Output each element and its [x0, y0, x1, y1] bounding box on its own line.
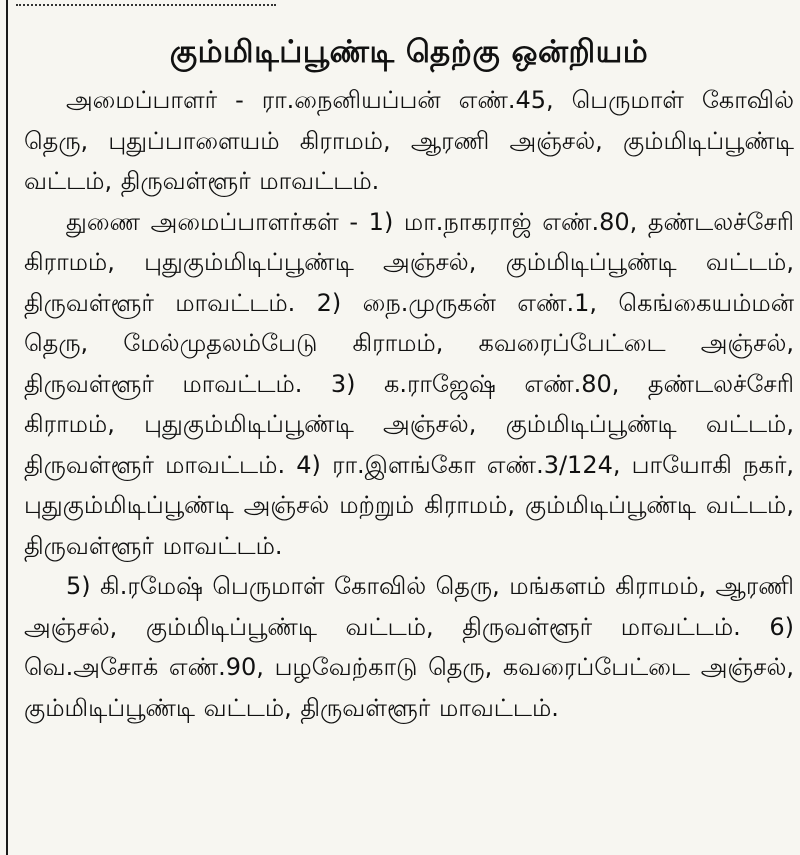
- article-title: கும்மிடிப்பூண்டி தெற்கு ஒன்றியம்: [169, 34, 649, 70]
- deputy-organizers-paragraph: துணை அமைப்பாளர்கள் - 1) மா.நாகராஜ் எண்.80, தண்டலச்சேரி கிராமம், புதுகும்மிடிப்பூண்டி அஞ்சல், கும்மிடிப்பூண்டி வட்டம், திருவள்ளூர் மாவட்டம். 2) நை.முருகன் எண்.1, கெங்கையம்மன் தெரு, மேல்முதலம்பேடு கிராமம், கவரைப்பேட்டை அஞ்சல், திருவள்ளூர் மாவட்டம். 3) க.ராஜேஷ் எண்.80, தண்டலச்சேரி கிராமம், புதுகும்மிடிப்பூண்டி அஞ்சல், கும்மிடிப்பூண்டி வட்டம், திருவள்ளூர் மாவட்டம். 4) ரா.இளங்கோ எண்.3/124, பாயோகி நகர், புதுகும்மிடிப்பூண்டி அஞ்சல் மற்றும் கிராமம், கும்மிடிப்பூண்டி வட்டம், திருவள்ளூர் மாவட்டம்.: [24, 207, 794, 560]
- article: [24, 30, 794, 728]
- organizer-paragraph: அமைப்பாளர் - ரா.நைனியப்பன் எண்.45, பெருமாள் கோவில் தெரு, புதுப்பாளையம் கிராமம், ஆரணி அஞ்சல், கும்மிடிப்பூண்டி வட்டம், திருவள்ளூர் மாவட்டம்.: [24, 86, 794, 195]
- previous-article-fragment: [16, 0, 276, 6]
- additional-deputy-organizers-paragraph: 5) கி.ரமேஷ் பெருமாள் கோவில் தெரு, மங்களம் கிராமம், ஆரணி அஞ்சல், கும்மிடிப்பூண்டி வட்டம், திருவள்ளூர் மாவட்டம். 6) வெ.அசோக் எண்.90, பழவேற்காடு தெரு, கவரைப்பேட்டை அஞ்சல், கும்மிடிப்பூண்டி வட்டம், திருவள்ளூர் மாவட்டம்.: [24, 572, 794, 722]
- column-divider: [6, 0, 8, 855]
